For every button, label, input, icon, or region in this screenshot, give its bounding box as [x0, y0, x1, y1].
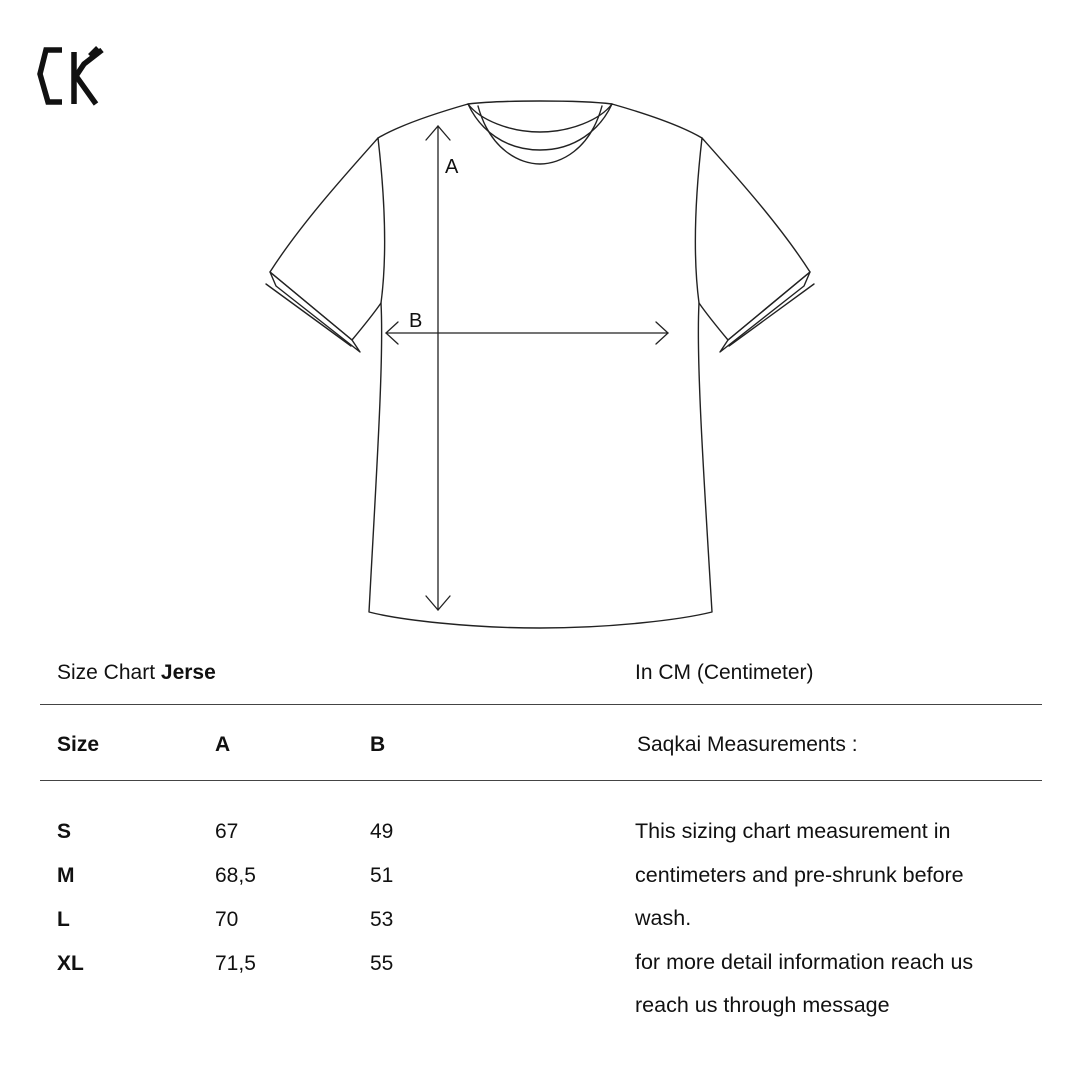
notes-line: centimeters and pre-shrunk before	[635, 862, 964, 887]
measure-a-cell: 68,5	[215, 864, 256, 887]
size-cell: S	[57, 820, 72, 843]
size-cell: XL	[57, 952, 84, 975]
measure-a-cell: 67	[215, 820, 239, 843]
divider-top	[40, 704, 1042, 705]
measure-b-cell: 53	[370, 908, 394, 931]
right-sleeve-cuff	[720, 272, 810, 352]
chart-header	[0, 656, 1080, 690]
column-header-a: A	[215, 733, 231, 756]
measure-a-label: A	[445, 156, 459, 178]
collar-rib	[478, 106, 602, 164]
notes-text	[635, 810, 1055, 1028]
chart-title-product: Jerse	[160, 661, 216, 684]
measure-b-cell: 51	[370, 864, 394, 887]
table-row	[0, 810, 620, 854]
chart-title-prefix: Size Chart	[57, 661, 156, 684]
column-header-size: Size	[57, 733, 100, 756]
table-row	[0, 942, 620, 986]
divider-bottom	[40, 780, 1042, 781]
measure-b-cell: 49	[370, 820, 394, 843]
notes-line: This sizing chart measurement in	[635, 819, 951, 843]
measure-a-cell: 71,5	[215, 952, 256, 975]
table-row	[0, 898, 620, 942]
measure-a-cell: 70	[215, 908, 239, 931]
measure-b-label: B	[409, 310, 423, 332]
size-cell: M	[57, 864, 75, 887]
column-header-b: B	[370, 733, 386, 756]
tshirt-outline	[270, 104, 810, 628]
notes-line: wash.	[635, 906, 692, 930]
notes-heading: Saqkai Measurements :	[637, 733, 858, 756]
table-row	[0, 854, 620, 898]
unit-note: In CM (Centimeter)	[635, 661, 814, 684]
left-sleeve-cuff	[270, 272, 360, 352]
measure-b-cell: 55	[370, 952, 394, 975]
notes-line: reach us through message	[635, 993, 890, 1017]
notes-line: for more detail information reach us	[635, 949, 974, 974]
chart-title	[57, 656, 216, 690]
size-cell: L	[57, 908, 70, 931]
